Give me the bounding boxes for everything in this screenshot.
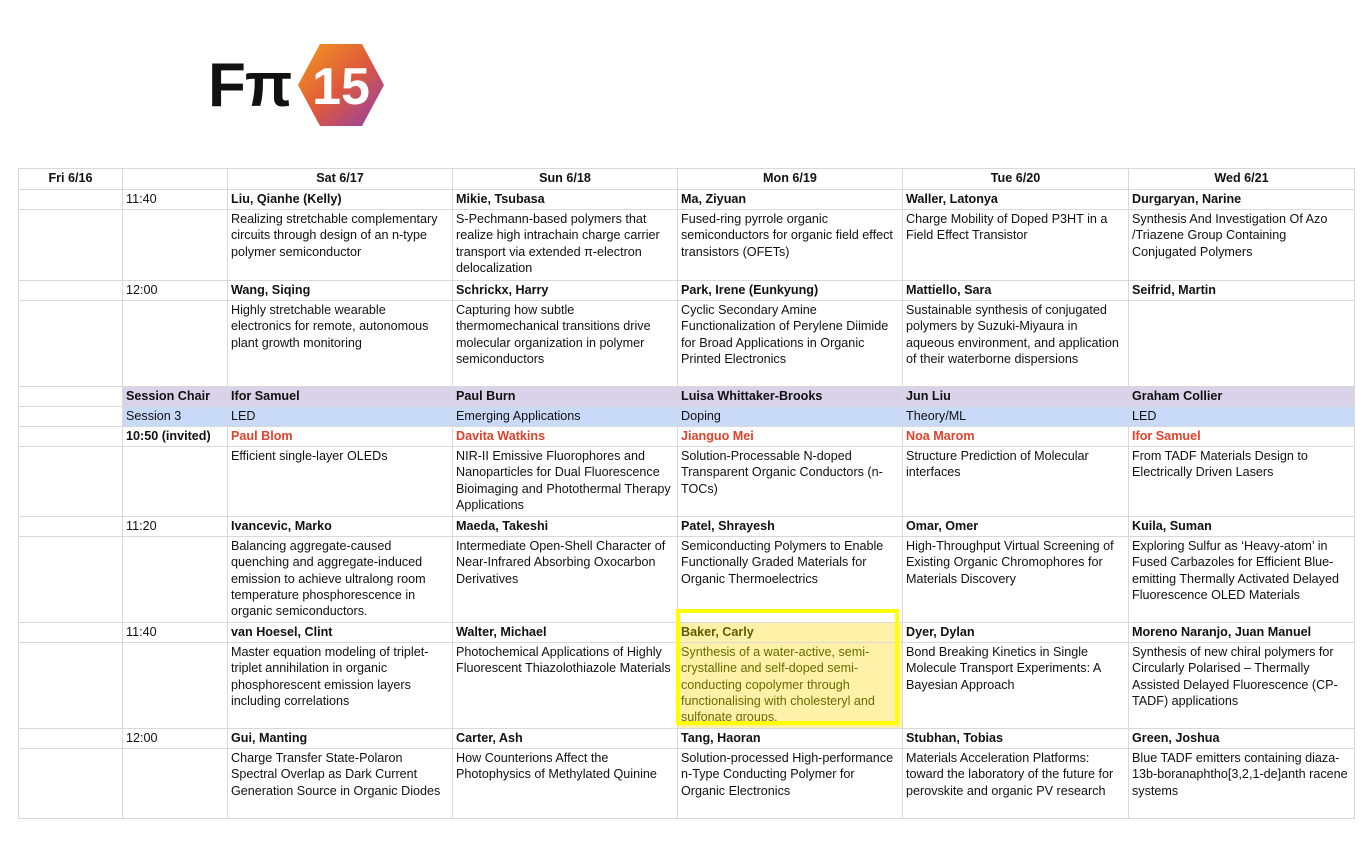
header-day: Mon 6/19 <box>678 169 903 190</box>
speaker-name: Wang, Siqing <box>228 281 453 301</box>
header-day: Sat 6/17 <box>228 169 453 190</box>
session-chair-name: Graham Collier <box>1129 387 1355 407</box>
speaker-row <box>19 427 1355 447</box>
header-fri: Fri 6/16 <box>19 169 123 190</box>
speaker-name: Tang, Haoran <box>678 729 903 749</box>
session-chair-label: Session Chair <box>123 387 228 407</box>
talk-title: From TADF Materials Design to Electrically Driven Lasers <box>1129 447 1355 517</box>
session-chair-row <box>19 387 1355 407</box>
speaker-name: van Hoesel, Clint <box>228 623 453 643</box>
session-topic: Theory/ML <box>903 407 1129 427</box>
highlighted-talk-title: Synthesis of a water-active, semi-crystalline and self-doped semi-conducting copolymer through functionalising with cholesteryl and sulfonate groups. <box>678 643 903 729</box>
talk-title: Highly stretchable wearable electronics for remote, autonomous plant growth monitoring <box>228 301 453 387</box>
session-topic: Emerging Applications <box>453 407 678 427</box>
header-day: Sun 6/18 <box>453 169 678 190</box>
logo-number: 15 <box>312 58 370 116</box>
session-chair-name: Paul Burn <box>453 387 678 407</box>
speaker-name: Mikie, Tsubasa <box>453 190 678 210</box>
talk-title: Structure Prediction of Molecular interfaces <box>903 447 1129 517</box>
title-row <box>19 749 1355 819</box>
speaker-name: Omar, Omer <box>903 517 1129 537</box>
talk-title: Realizing stretchable complementary circuits through design of an n-type polymer semiconductor <box>228 210 453 281</box>
talk-title: High-Throughput Virtual Screening of Existing Organic Chromophores for Materials Discovery <box>903 537 1129 623</box>
header-row <box>19 169 1355 190</box>
session-topic: LED <box>228 407 453 427</box>
time-slot: 11:20 <box>123 517 228 537</box>
speaker-name: Green, Joshua <box>1129 729 1355 749</box>
talk-title: Blue TADF emitters containing diaza-13b-boranaphtho[3,2,1-de]anth racene systems <box>1129 749 1355 819</box>
talk-title <box>1129 301 1355 387</box>
speaker-name: Moreno Naranjo, Juan Manuel <box>1129 623 1355 643</box>
speaker-name: Seifrid, Martin <box>1129 281 1355 301</box>
talk-title: Sustainable synthesis of conjugated polymers by Suzuki-Miyaura in aqueous environment, and application of their waterborne dispersions <box>903 301 1129 387</box>
talk-title: Master equation modeling of triplet-triplet annihilation in organic phosphorescent emission layers including correlations <box>228 643 453 729</box>
talk-title: NIR-II Emissive Fluorophores and Nanoparticles for Dual Fluorescence Bioimaging and Photothermal Therapy Applications <box>453 447 678 517</box>
speaker-name: Walter, Michael <box>453 623 678 643</box>
talk-title: Fused-ring pyrrole organic semiconductors for organic field effect transistors (OFETs) <box>678 210 903 281</box>
conference-logo <box>208 42 378 128</box>
session-label: Session 3 <box>123 407 228 427</box>
talk-title: Photochemical Applications of Highly Fluorescent Thiazolothiazole Materials <box>453 643 678 729</box>
schedule-table <box>18 168 1355 819</box>
speaker-name: Kuila, Suman <box>1129 517 1355 537</box>
talk-title: Semiconducting Polymers to Enable Functionally Graded Materials for Organic Thermoelectrics <box>678 537 903 623</box>
invited-speaker-name: Ifor Samuel <box>1129 427 1355 447</box>
session-chair-name: Ifor Samuel <box>228 387 453 407</box>
talk-title: Synthesis And Investigation Of Azo /Triazene Group Containing Conjugated Polymers <box>1129 210 1355 281</box>
talk-title: Charge Transfer State-Polaron Spectral Overlap as Dark Current Generation Source in Organic Diodes <box>228 749 453 819</box>
time-slot: 12:00 <box>123 281 228 301</box>
talk-title: Exploring Sulfur as ‘Heavy-atom’ in Fused Carbazoles for Efficient Blue-emitting Thermally Activated Delayed Fluorescence OLED Materials <box>1129 537 1355 623</box>
header-day: Wed 6/21 <box>1129 169 1355 190</box>
highlighted-speaker-name: Baker, Carly <box>678 623 903 643</box>
talk-title: Efficient single-layer OLEDs <box>228 447 453 517</box>
talk-title: S-Pechmann-based polymers that realize high intrachain charge carrier transport via extended π-electron delocalization <box>453 210 678 281</box>
title-row <box>19 301 1355 387</box>
session-chair-name: Luisa Whittaker-Brooks <box>678 387 903 407</box>
talk-title: Cyclic Secondary Amine Functionalization of Perylene Diimide for Broad Applications in Organic Printed Electronics <box>678 301 903 387</box>
speaker-name: Ma, Ziyuan <box>678 190 903 210</box>
talk-title: Balancing aggregate-caused quenching and aggregate-induced emission to achieve ultralong room temperature phosphorescence in organic semiconductors. <box>228 537 453 623</box>
speaker-name: Park, Irene (Eunkyung) <box>678 281 903 301</box>
session-chair-name: Jun Liu <box>903 387 1129 407</box>
talk-title: Intermediate Open-Shell Character of Near-Infrared Absorbing Oxocarbon Derivatives <box>453 537 678 623</box>
speaker-name: Dyer, Dylan <box>903 623 1129 643</box>
speaker-name: Durgaryan, Narine <box>1129 190 1355 210</box>
session-topic: Doping <box>678 407 903 427</box>
speaker-name: Gui, Manting <box>228 729 453 749</box>
header-blank <box>123 169 228 190</box>
speaker-name: Mattiello, Sara <box>903 281 1129 301</box>
speaker-row <box>19 729 1355 749</box>
speaker-row <box>19 190 1355 210</box>
talk-title: Solution-processed High-performance n-Type Conducting Polymer for Organic Electronics <box>678 749 903 819</box>
speaker-name: Stubhan, Tobias <box>903 729 1129 749</box>
talk-title: Bond Breaking Kinetics in Single Molecule Transport Experiments: A Bayesian Approach <box>903 643 1129 729</box>
invited-speaker-name: Jianguo Mei <box>678 427 903 447</box>
speaker-name: Ivancevic, Marko <box>228 517 453 537</box>
talk-title: Capturing how subtle thermomechanical transitions drive molecular organization in polymer semiconductors <box>453 301 678 387</box>
invited-speaker-name: Davita Watkins <box>453 427 678 447</box>
title-row <box>19 447 1355 517</box>
invited-speaker-name: Noa Marom <box>903 427 1129 447</box>
logo-text: Fπ <box>208 51 292 120</box>
logo-hexagon-icon <box>296 42 386 128</box>
invited-speaker-name: Paul Blom <box>228 427 453 447</box>
talk-title: Synthesis of new chiral polymers for Circularly Polarised – Thermally Assisted Delayed Fluorescence (CP-TADF) applications <box>1129 643 1355 729</box>
speaker-name: Patel, Shrayesh <box>678 517 903 537</box>
header-day: Tue 6/20 <box>903 169 1129 190</box>
session-topic: LED <box>1129 407 1355 427</box>
time-slot: 12:00 <box>123 729 228 749</box>
time-slot: 11:40 <box>123 190 228 210</box>
speaker-name: Schrickx, Harry <box>453 281 678 301</box>
title-row <box>19 537 1355 623</box>
session-row <box>19 407 1355 427</box>
talk-title: Charge Mobility of Doped P3HT in a Field Effect Transistor <box>903 210 1129 281</box>
speaker-name: Carter, Ash <box>453 729 678 749</box>
speaker-name: Waller, Latonya <box>903 190 1129 210</box>
title-row <box>19 210 1355 281</box>
talk-title: Solution-Processable N-doped Transparent Organic Conductors (n-TOCs) <box>678 447 903 517</box>
speaker-row <box>19 517 1355 537</box>
speaker-name: Maeda, Takeshi <box>453 517 678 537</box>
time-slot: 10:50 (invited) <box>123 427 228 447</box>
speaker-row <box>19 281 1355 301</box>
speaker-row <box>19 623 1355 643</box>
title-row <box>19 643 1355 729</box>
talk-title: How Counterions Affect the Photophysics of Methylated Quinine <box>453 749 678 819</box>
speaker-name: Liu, Qianhe (Kelly) <box>228 190 453 210</box>
time-slot: 11:40 <box>123 623 228 643</box>
talk-title: Materials Acceleration Platforms: toward the laboratory of the future for perovskite and organic PV research <box>903 749 1129 819</box>
